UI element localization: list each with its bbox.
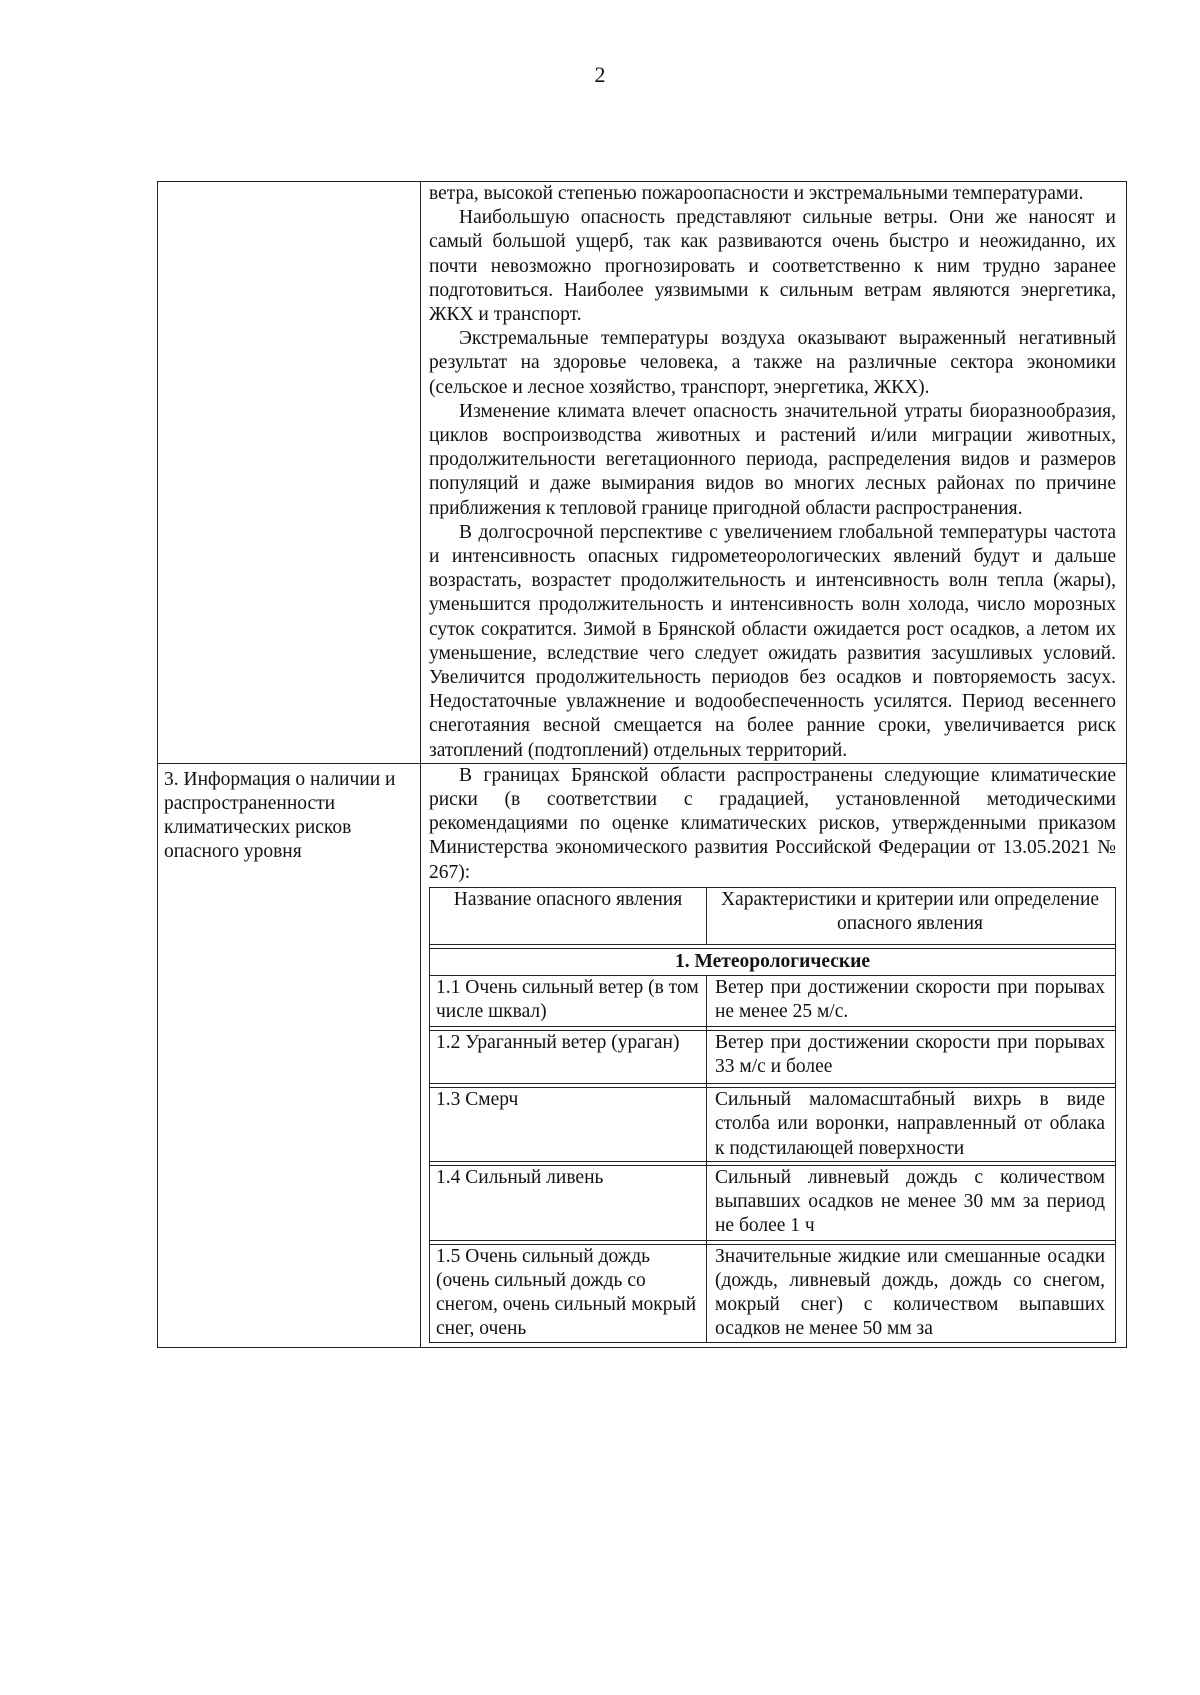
hazard-row: [430, 1088, 1116, 1162]
hazard-name: 1.3 Смерч: [430, 1088, 707, 1162]
section3-intro: В границах Брянской области распространены следующие климатические риски (в соответствии с градацией, установленной методическими рекомендациями по оценке климатических рисков, утвержденными приказом Министерства экономического развития Российской Федерации от 13.05.2021 № 267):: [429, 764, 1116, 883]
hazard-name: 1.2 Ураганный ветер (ураган): [430, 1031, 707, 1084]
continuation-right-cell: [421, 182, 1127, 764]
hazard-description: Сильный ливневый дождь с количеством выпавших осадков не менее 30 мм за период не более 1 ч: [707, 1165, 1116, 1240]
paragraph-wind-fragment: ветра, высокой степенью пожароопасности и экстремальными температурами.: [429, 183, 1084, 204]
hazard-name: 1.1 Очень сильный ветер (в том числе шквал): [430, 976, 707, 1027]
paragraph-strong-winds: Наибольшую опасность представляют сильные ветры. Они же наносят и самый большой ущерб, так как развиваются очень быстро и неожиданно, их почти невозможно прогнозировать и соответственно к ним трудно заранее подготовиться. Наиболее уязвимыми к сильным ветрам являются энергетика, ЖКХ и транспорт.: [429, 207, 1116, 326]
hazard-description: Ветер при достижении скорости при порывах не менее 25 м/с.: [707, 976, 1116, 1027]
hazards-table: [429, 887, 1116, 1343]
page-number: 2: [594, 62, 606, 87]
meteorological-section-title: 1. Метеорологические: [430, 948, 1116, 975]
hazard-row: [430, 1031, 1116, 1084]
header-hazard-name: Название опасного явления: [430, 887, 707, 944]
main-table: [157, 181, 1127, 1348]
hazard-row: [430, 976, 1116, 1027]
paragraph-long-term: В долгосрочной перспективе с увеличением глобальной температуры частота и интенсивность опасных гидрометеорологических явлений будут и дальше возрастать, возрастет продолжительность и интенсивность волн тепла (жары), уменьшится продолжительность и интенсивность волн холода, число морозных суток сократится. Зимой в Брянской области ожидается рост осадков, а летом их уменьшение, вследствие чего следует ожидать развития засушливых условий. Увеличится продолжительность периодов без осадков и повторяемость засух. Недостаточные увлажнение и водообеспеченность усилятся. Период весеннего снеготаяния весной смещается на более ранние сроки, увеличивается риск затоплений (подтоплений) отдельных территорий.: [429, 521, 1116, 761]
section3-content: [421, 763, 1127, 1347]
meteorological-section-row: [430, 948, 1116, 975]
continuation-left-cell: [158, 182, 421, 764]
header-hazard-criteria: Характеристики и критерии или определение опасного явления: [707, 887, 1116, 944]
paragraph-biodiversity: Изменение климата влечет опасность значительной утраты биоразнообразия, циклов воспроизводства животных и растений и/или миграции животных, продолжительности вегетационного периода, распределения видов и размеров популяций и даже вымирания видов во многих лесных районах по причине приближения к тепловой границе пригодной области распространения.: [429, 400, 1116, 519]
section3-label: 3. Информация о наличии и распространенности климатических рисков опасного уровня: [158, 763, 421, 1347]
hazard-row: [430, 1244, 1116, 1342]
hazards-header-row: [430, 887, 1116, 944]
paragraph-extreme-temperatures: Экстремальные температуры воздуха оказывают выраженный негативный результат на здоровье человека, а также на различные сектора экономики (сельское и лесное хозяйство, транспорт, энергетика, ЖКХ).: [429, 328, 1116, 398]
continuation-row: [158, 182, 1127, 764]
hazard-row: [430, 1165, 1116, 1240]
hazard-description: Значительные жидкие или смешанные осадки (дождь, ливневый дождь, дождь со снегом, мокрый снег) с количеством выпавших осадков не менее 50 мм за: [707, 1244, 1116, 1342]
hazard-description: Ветер при достижении скорости при порывах 33 м/с и более: [707, 1031, 1116, 1084]
section3-row: [158, 763, 1127, 1347]
hazard-name: 1.4 Сильный ливень: [430, 1165, 707, 1240]
hazard-name: 1.5 Очень сильный дождь (очень сильный дождь со снегом, очень сильный мокрый снег, очень: [430, 1244, 707, 1342]
hazard-description: Сильный маломасштабный вихрь в виде столба или воронки, направленный от облака к подстилающей поверхности: [707, 1088, 1116, 1162]
